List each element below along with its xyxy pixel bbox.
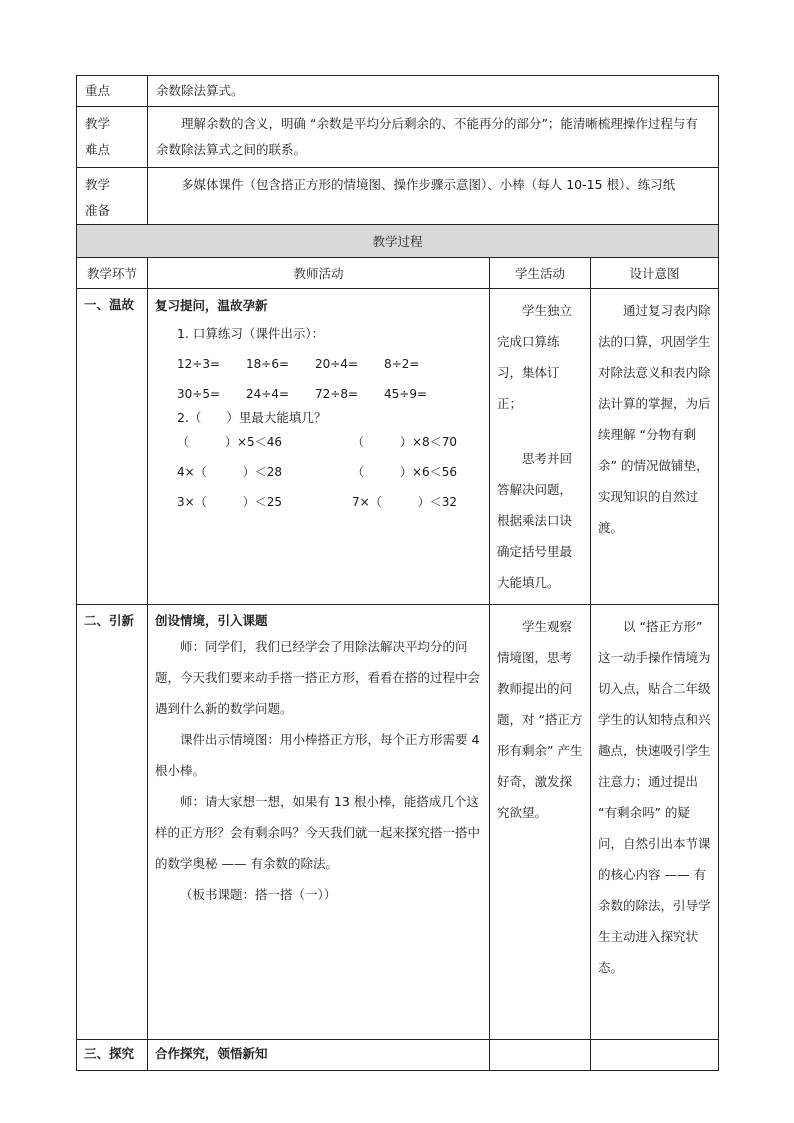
preparation-text: 多媒体课件（包含搭正方形的情境图、操作步骤示意图）、小棒（每人 10-15 根）、练习纸 xyxy=(148,168,719,225)
lesson-plan-page xyxy=(76,75,718,1071)
difficulty-label: 教学 难点 xyxy=(77,107,148,168)
section2-title: 创设情境，引入课题 xyxy=(155,613,268,628)
section1-stage: 一、温故 xyxy=(77,289,148,605)
section1-student: 学生独立完成口算练习，集体订正； 思考并回答解决问题，根据乘法口诀确定括号里最大能填几。 xyxy=(490,289,591,605)
section2-teacher: 创设情境，引入课题 师：同学们，我们已经学会了用除法解决平均分的问题，今天我们要来动手搭一搭正方形，看看在搭的过程中会遇到什么新的数学问题。 课件出示情境图：用小棒搭正方形，每个正方形需要 4 根小棒。 师：请大家想一想，如果有 13 根小棒，能搭成几个这样的正方形？会有剩余吗？今天我们就一起来探究搭一搭中的数学奥秘 —— 有余数的除法。 （板书课题：搭一搭（一）） xyxy=(148,605,490,1040)
section1-intent: 通过复习表内除法的口算，巩固学生对除法意义和表内除法计算的掌握，为后续理解 “分物有剩余” 的情况做铺垫，实现知识的自然过渡。 xyxy=(591,289,719,605)
column-header-row xyxy=(77,258,719,289)
section2-student: 学生观察情境图，思考教师提出的问题，对 “搭正方形有剩余” 产生好奇，激发探究欲望。 xyxy=(490,605,591,1040)
section3-teacher: 合作探究，领悟新知 xyxy=(148,1040,490,1071)
key-point-text: 余数除法算式。 xyxy=(148,76,719,107)
process-header-row xyxy=(77,225,719,258)
section1-row xyxy=(77,289,719,605)
difficulty-row xyxy=(77,107,719,168)
difficulty-text: 理解余数的含义，明确 “余数是平均分后剩余的、不能再分的部分”；能清晰梳理操作过程与有余数除法算式之间的联系。 xyxy=(148,107,719,168)
section1-title: 复习提问，温故孕新 xyxy=(155,298,268,313)
col-student-header: 学生活动 xyxy=(490,258,591,289)
preparation-label: 教学 准备 xyxy=(77,168,148,225)
section3-intent xyxy=(591,1040,719,1071)
oral-practice-heading: 1. 口算练习（课件出示）： xyxy=(177,326,325,341)
fill-row-2: 4×（ ）＜28 （ ）×6＜56 xyxy=(177,465,457,479)
fill-row-1: （ ）×5＜46 （ ）×8＜70 xyxy=(177,435,457,449)
key-point-label: 重点 xyxy=(77,76,148,107)
fill-heading: 2.（ ）里最大能填几？ xyxy=(177,410,327,425)
section2-row xyxy=(77,605,719,1040)
col-intent-header: 设计意图 xyxy=(591,258,719,289)
fill-row-3: 3×（ ）＜25 7×（ ）＜32 xyxy=(177,495,457,509)
section3-row xyxy=(77,1040,719,1071)
key-point-row xyxy=(77,76,719,107)
section3-stage: 三、探究 xyxy=(77,1040,148,1071)
oral-row-2: 30÷5= 24÷4= 72÷8= 45÷9= xyxy=(177,387,428,401)
section3-student xyxy=(490,1040,591,1071)
preparation-row xyxy=(77,168,719,225)
section2-stage: 二、引新 xyxy=(77,605,148,1040)
section1-teacher xyxy=(148,289,490,605)
section2-intent: 以 “搭正方形” 这一动手操作情境为切入点，贴合二年级学生的认知特点和兴趣点，快速吸引学生注意力；通过提出 “有剩余吗” 的疑问，自然引出本节课的核心内容 —— 有余数的除法，引导学生主动进入探究状态。 xyxy=(591,605,719,1040)
lesson-plan-table xyxy=(76,75,719,1071)
col-stage-header: 教学环节 xyxy=(77,258,148,289)
process-header: 教学过程 xyxy=(77,225,719,258)
oral-row-1: 12÷3= 18÷6= 20÷4= 8÷2= xyxy=(177,357,420,371)
col-teacher-header: 教师活动 xyxy=(148,258,490,289)
